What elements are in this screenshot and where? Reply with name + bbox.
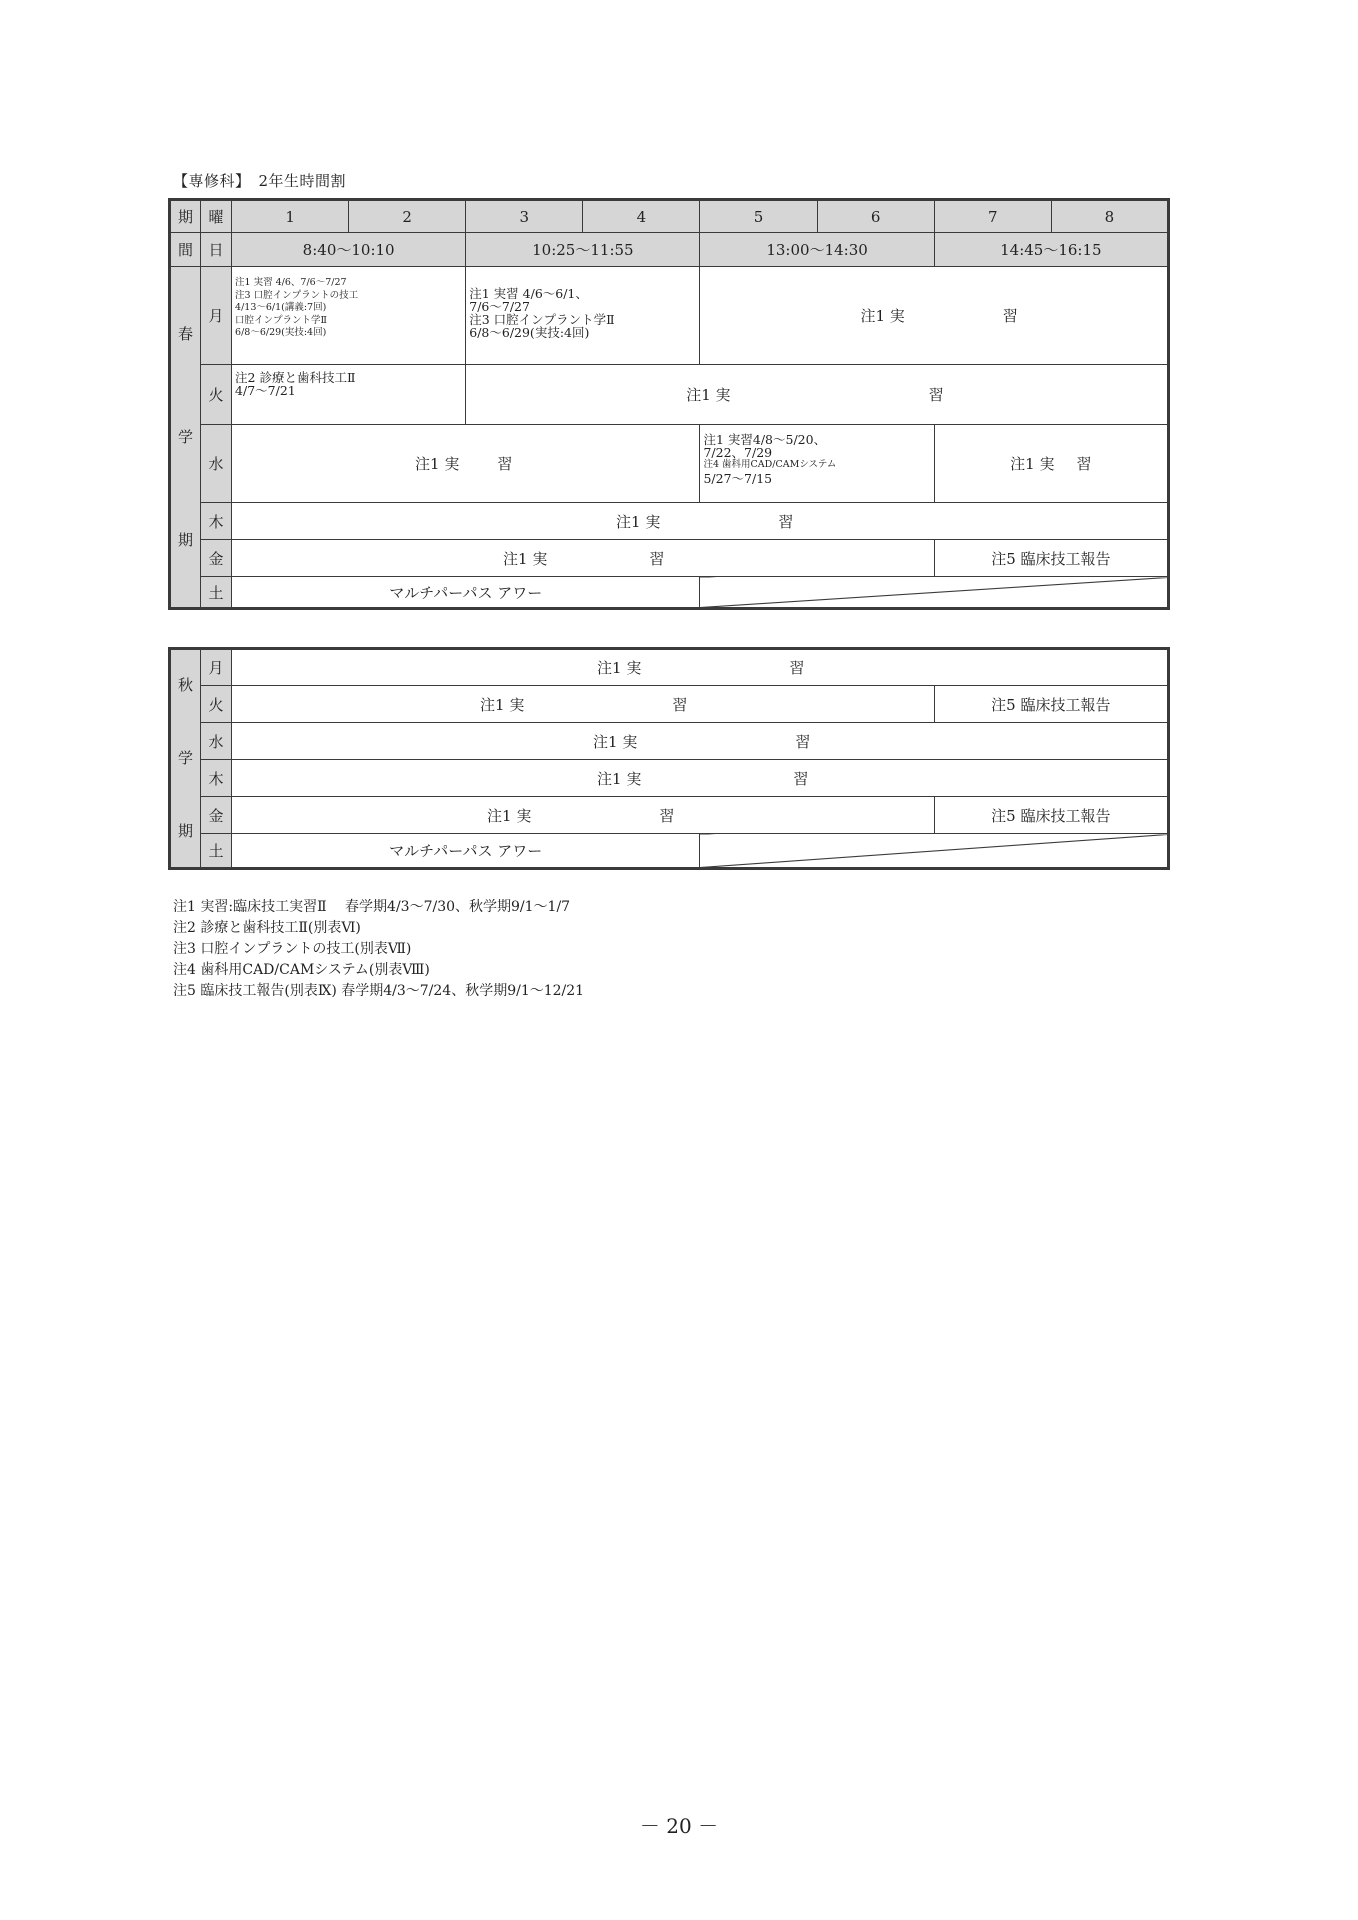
fall-row-sat bbox=[170, 834, 1169, 869]
fall-tue-report: 注5 臨床技工報告 bbox=[934, 686, 1168, 723]
header-cell-nichi: 日 bbox=[201, 233, 232, 267]
fall-row-wed bbox=[170, 723, 1169, 760]
jisshu-right: 習 bbox=[778, 512, 794, 531]
jisshu-left: 注1 実 bbox=[480, 695, 525, 714]
spring-mon-block3 bbox=[700, 267, 1169, 365]
header-cell-ki: 期 bbox=[170, 200, 201, 233]
note-line: 注3 口腔インプラントの技工 bbox=[235, 289, 359, 301]
header-cell-you: 曜 bbox=[201, 200, 232, 233]
semester-char: 期 bbox=[178, 530, 194, 549]
period-8: 8 bbox=[1051, 200, 1168, 233]
page-number: － 20 － bbox=[639, 1814, 719, 1838]
spring-wed-block1 bbox=[232, 425, 700, 503]
note-line: 6/8～6/29(実技:4回) bbox=[469, 325, 590, 340]
note-line: 注4 歯科用CAD/CAMシステム bbox=[703, 459, 837, 470]
jisshu-left: 注1 実 bbox=[860, 307, 905, 325]
footnote: 注1 実習:臨床技工実習Ⅱ 春学期4/3～7/30、秋学期9/1～1/7 bbox=[173, 899, 571, 915]
fall-sat-block: マルチパーパス アワー bbox=[232, 834, 700, 869]
day-label: 火 bbox=[201, 365, 232, 425]
note-line: 5/27～7/15 bbox=[703, 470, 773, 486]
semester-char: 期 bbox=[178, 822, 194, 840]
fall-mon-block bbox=[232, 649, 1169, 686]
note-line: 注2 診療と歯科技工Ⅱ bbox=[235, 370, 356, 385]
time-slot-3: 13:00～14:30 bbox=[700, 233, 934, 267]
spring-wed-block2 bbox=[700, 425, 934, 503]
fall-fri-report: 注5 臨床技工報告 bbox=[934, 797, 1168, 834]
note-line: 注1 実習 4/6～6/1、 bbox=[469, 286, 588, 301]
time-slot-4: 14:45～16:15 bbox=[934, 233, 1168, 267]
day-label: 金 bbox=[201, 797, 232, 834]
spring-fri-report: 注5 臨床技工報告 bbox=[934, 540, 1168, 577]
day-label: 水 bbox=[201, 425, 232, 503]
period-7: 7 bbox=[934, 200, 1051, 233]
fall-semester-label bbox=[170, 649, 201, 869]
fall-sat-empty bbox=[700, 834, 1169, 869]
period-1: 1 bbox=[232, 200, 349, 233]
footnote: 注2 診療と歯科技工Ⅱ(別表Ⅵ) bbox=[173, 920, 361, 936]
jisshu-left: 注1 実 bbox=[597, 659, 642, 677]
period-5: 5 bbox=[700, 200, 817, 233]
spring-fri-block bbox=[232, 540, 935, 577]
jisshu-left: 注1 実 bbox=[593, 732, 638, 751]
footnote: 注3 口腔インプラントの技工(別表Ⅶ) bbox=[173, 941, 412, 957]
spring-row-mon bbox=[170, 267, 1169, 365]
note-line: 注1 実習 4/6、7/6～7/27 bbox=[235, 277, 347, 288]
semester-char: 学 bbox=[178, 749, 194, 767]
footnote: 注5 臨床技工報告(別表Ⅸ) 春学期4/3～7/24、秋学期9/1～12/21 bbox=[173, 983, 585, 999]
jisshu-left: 注1 実 bbox=[616, 512, 661, 531]
spring-sat-block: マルチパーパス アワー bbox=[232, 577, 700, 609]
spring-sat-empty bbox=[700, 577, 1169, 609]
jisshu-left: 注1 実 bbox=[597, 769, 642, 788]
fall-row-fri bbox=[170, 797, 1169, 834]
note-line: 4/13～6/1(講義:7回) bbox=[235, 302, 327, 313]
time-slot-2: 10:25～11:55 bbox=[466, 233, 700, 267]
header-row-periods bbox=[170, 200, 1169, 233]
fall-row-tue bbox=[170, 686, 1169, 723]
note-line: 7/6～7/27 bbox=[469, 299, 530, 314]
jisshu-right: 習 bbox=[795, 732, 811, 751]
jisshu-right: 習 bbox=[793, 769, 809, 788]
semester-char: 春 bbox=[178, 324, 194, 343]
note-line: 口腔インプラント学Ⅱ bbox=[235, 314, 327, 326]
jisshu-left: 注1 実 bbox=[415, 455, 460, 473]
spring-row-sat bbox=[170, 577, 1169, 609]
day-label: 水 bbox=[201, 723, 232, 760]
fall-fri-block bbox=[232, 797, 935, 834]
spring-mon-block1 bbox=[232, 267, 466, 365]
fall-thu-block bbox=[232, 760, 1169, 797]
spring-row-tue bbox=[170, 365, 1169, 425]
jisshu-left: 注1 実 bbox=[503, 549, 548, 568]
spring-thu-block bbox=[232, 503, 1169, 540]
jisshu-left: 注1 実 bbox=[487, 806, 532, 825]
note-line: 4/7～7/21 bbox=[235, 383, 296, 398]
day-label: 月 bbox=[201, 267, 232, 365]
day-label: 月 bbox=[201, 649, 232, 686]
jisshu-left: 注1 実 bbox=[686, 386, 731, 404]
day-label: 火 bbox=[201, 686, 232, 723]
footnote: 注4 歯科用CAD/CAMシステム(別表Ⅷ) bbox=[173, 962, 430, 978]
jisshu-right: 習 bbox=[1076, 455, 1092, 473]
jisshu-right: 習 bbox=[928, 386, 944, 404]
period-4: 4 bbox=[583, 200, 700, 233]
period-6: 6 bbox=[817, 200, 934, 233]
spring-wed-block3 bbox=[934, 425, 1168, 503]
fall-timetable bbox=[168, 647, 1170, 870]
page-heading: 【専修科】 2年生時間割 bbox=[173, 172, 347, 190]
jisshu-right: 習 bbox=[497, 455, 513, 473]
semester-char: 学 bbox=[178, 427, 194, 446]
semester-char: 秋 bbox=[178, 676, 194, 694]
note-line: 7/22、7/29 bbox=[703, 445, 773, 460]
day-label: 木 bbox=[201, 760, 232, 797]
period-3: 3 bbox=[466, 200, 583, 233]
spring-row-wed bbox=[170, 425, 1169, 503]
spring-row-thu bbox=[170, 503, 1169, 540]
fall-row-thu bbox=[170, 760, 1169, 797]
note-line: 6/8～6/29(実技:4回) bbox=[235, 327, 327, 338]
header-row-times bbox=[170, 233, 1169, 267]
day-label: 金 bbox=[201, 540, 232, 577]
day-label: 土 bbox=[201, 577, 232, 609]
time-slot-1: 8:40～10:10 bbox=[232, 233, 466, 267]
spring-mon-block2 bbox=[466, 267, 700, 365]
spring-tue-block1 bbox=[232, 365, 466, 425]
fall-tue-block bbox=[232, 686, 935, 723]
jisshu-right: 習 bbox=[649, 549, 665, 568]
spring-tue-block2 bbox=[466, 365, 1169, 425]
spring-semester-label bbox=[170, 267, 201, 609]
spring-row-fri bbox=[170, 540, 1169, 577]
header-cell-kan: 間 bbox=[170, 233, 201, 267]
day-label: 木 bbox=[201, 503, 232, 540]
fall-row-mon bbox=[170, 649, 1169, 686]
jisshu-right: 習 bbox=[1002, 307, 1018, 325]
jisshu-right: 習 bbox=[789, 659, 805, 677]
footnotes bbox=[173, 897, 584, 1002]
period-2: 2 bbox=[349, 200, 466, 233]
note-line: 注3 口腔インプラント学Ⅱ bbox=[469, 312, 615, 327]
jisshu-right: 習 bbox=[659, 806, 675, 825]
jisshu-left: 注1 実 bbox=[1010, 455, 1055, 473]
jisshu-right: 習 bbox=[672, 695, 688, 714]
day-label: 土 bbox=[201, 834, 232, 869]
note-line: 注1 実習4/8～5/20、 bbox=[703, 432, 827, 447]
spring-timetable bbox=[168, 198, 1170, 610]
fall-wed-block bbox=[232, 723, 1169, 760]
